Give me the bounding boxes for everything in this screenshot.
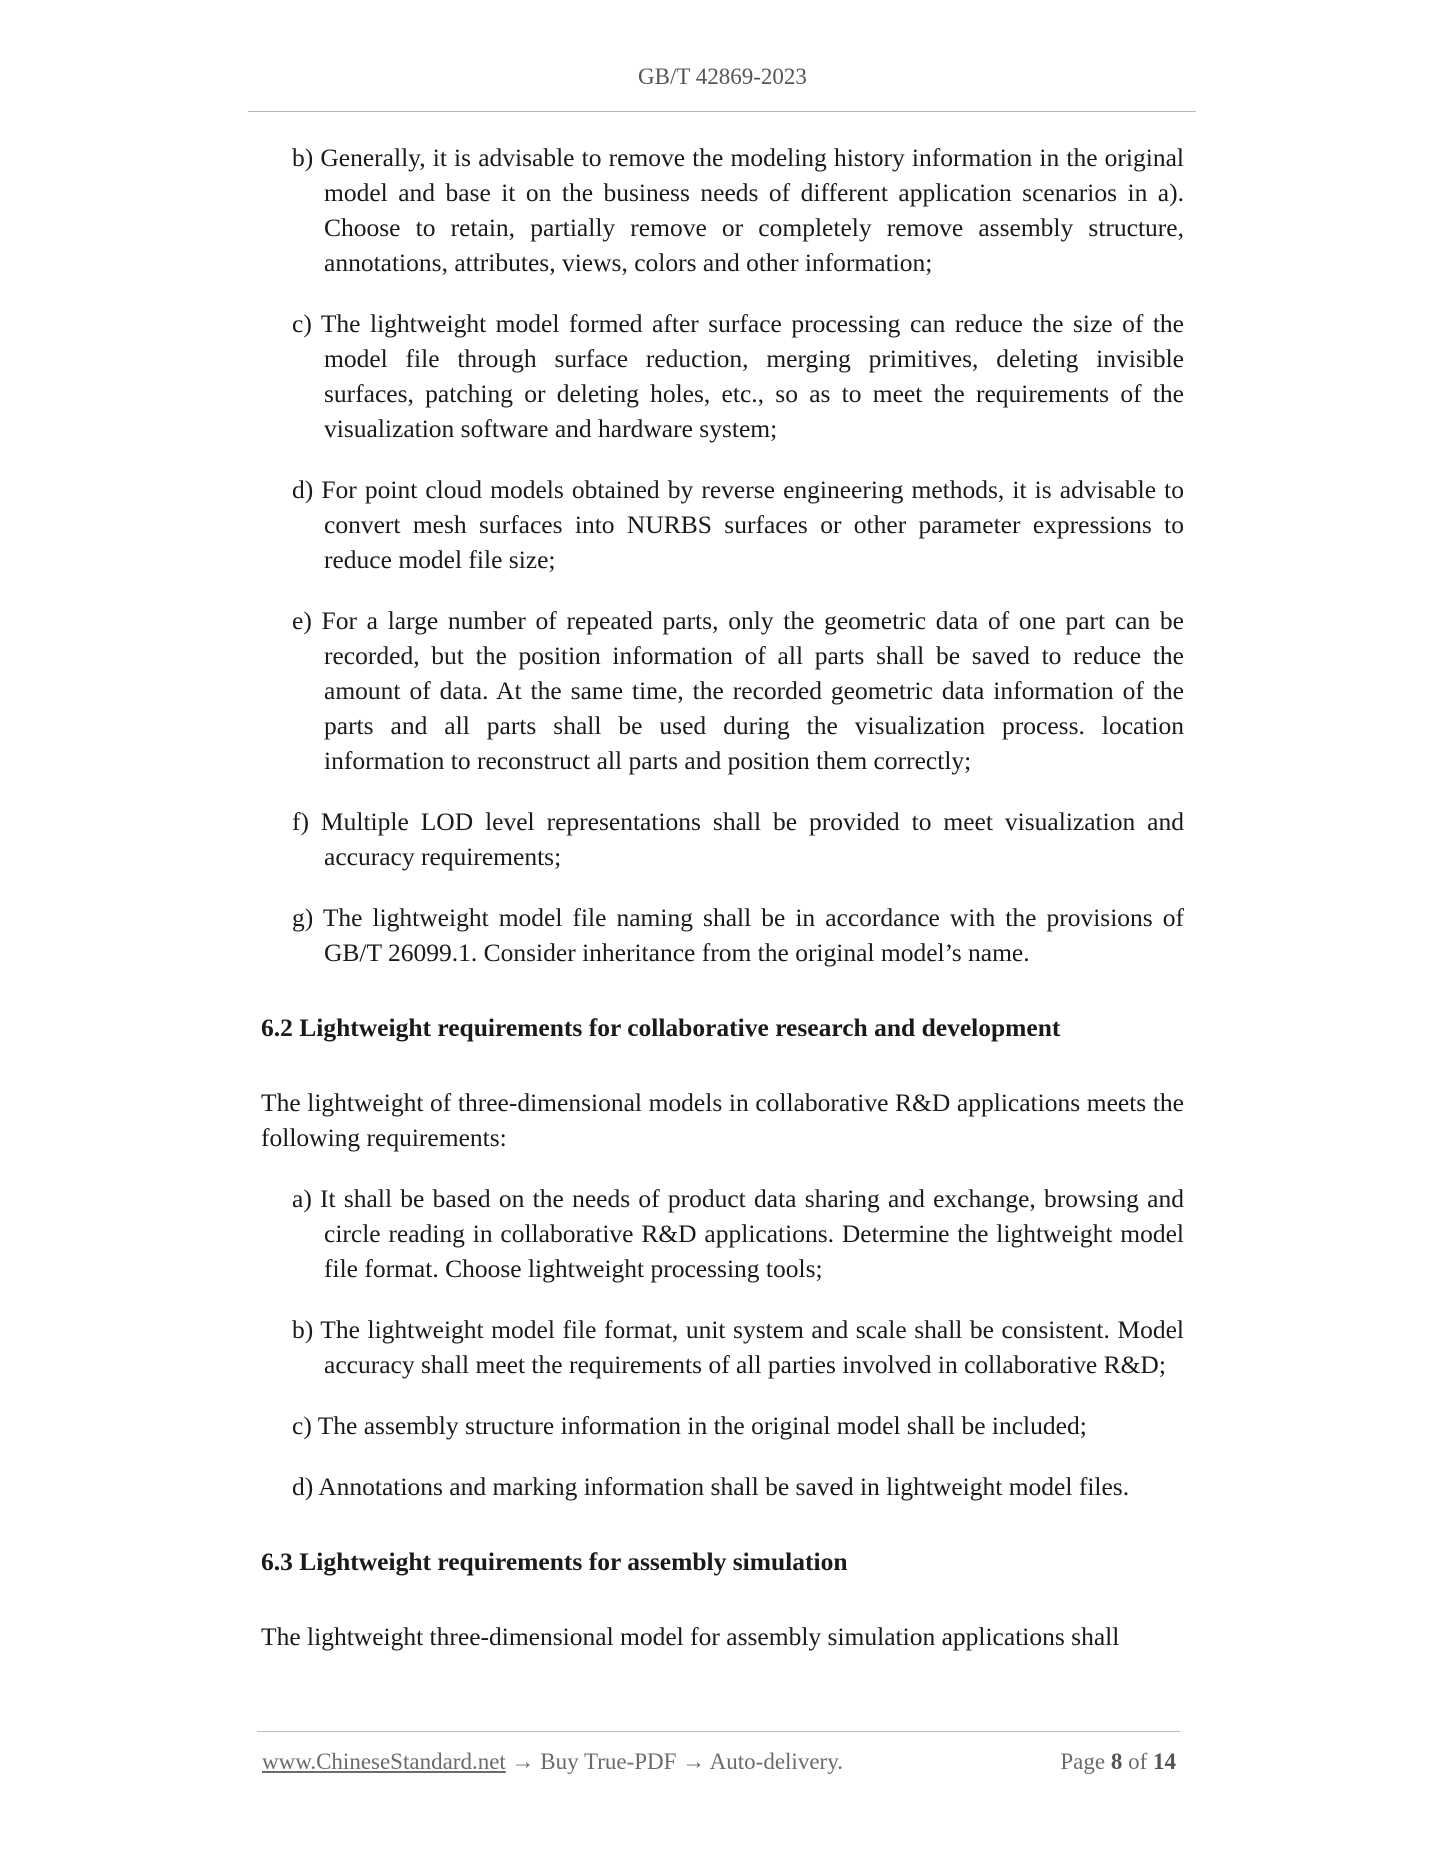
- list-item-d: d) For point cloud models obtained by reverse engineering methods, it is advisable to convert mesh surfaces into NURBS surfaces or other parameter expressions to reduce model file size;: [292, 475, 1184, 574]
- list-item-6-2-d: d) Annotations and marking information shall be saved in lightweight model files.: [292, 1472, 1130, 1501]
- footer-divider: [257, 1731, 1180, 1732]
- website-link[interactable]: www.ChineseStandard.net: [262, 1749, 506, 1774]
- arrow-right-icon: →: [682, 1749, 706, 1774]
- list-item-6-2-c: c) The assembly structure information in the original model shall be included;: [292, 1411, 1087, 1440]
- page-label: Page: [1060, 1749, 1106, 1774]
- section-heading-6-2: 6.2 Lightweight requirements for collaborative research and development: [261, 1013, 1061, 1042]
- of-label: of: [1128, 1749, 1148, 1774]
- section-heading-6-3: 6.3 Lightweight requirements for assembly simulation: [261, 1547, 848, 1576]
- footer-promo: [262, 1749, 843, 1775]
- auto-delivery-text: Auto-delivery.: [709, 1749, 843, 1774]
- list-item-6-2-b: b) The lightweight model file format, unit system and scale shall be consistent. Model accuracy shall meet the requirements of all parties involved in collaborative R&D;: [292, 1315, 1184, 1379]
- list-item-g: g) The lightweight model file naming shall be in accordance with the provisions of GB/T 26099.1. Consider inheritance from the original model’s name.: [292, 903, 1184, 967]
- page-number: [1060, 1749, 1176, 1775]
- buy-true-pdf-text: Buy True-PDF: [540, 1749, 677, 1774]
- page-total: 14: [1153, 1749, 1176, 1774]
- header-divider: [248, 111, 1196, 112]
- section-6-2-intro: The lightweight of three-dimensional models in collaborative R&D applications meets the following requirements:: [261, 1088, 1184, 1152]
- section-6-3-intro: The lightweight three-dimensional model for assembly simulation applications shall: [261, 1622, 1120, 1651]
- list-item-b: b) Generally, it is advisable to remove the modeling history information in the original model and base it on the business needs of different application scenarios in a). Choose to retain, partially remove or completely remove assembly structure, annotations, attributes, views, colors and other information;: [292, 143, 1184, 277]
- arrow-right-icon: →: [511, 1749, 535, 1774]
- list-item-e: e) For a large number of repeated parts, only the geometric data of one part can be recorded, but the position information of all parts shall be saved to reduce the amount of data. At the same time, the recorded geometric data information of the parts and all parts shall be used during the visualization process. location information to reconstruct all parts and position them correctly;: [292, 606, 1184, 775]
- document-body: [0, 140, 1445, 1654]
- page-header-doc-id: GB/T 42869-2023: [638, 64, 807, 89]
- page-current: 8: [1110, 1749, 1123, 1774]
- list-item-c: c) The lightweight model formed after surface processing can reduce the size of the model file through surface reduction, merging primitives, deleting invisible surfaces, patching or deleting holes, etc., so as to meet the requirements of the visualization software and hardware system;: [292, 309, 1184, 443]
- list-item-6-2-a: a) It shall be based on the needs of product data sharing and exchange, browsing and circle reading in collaborative R&D applications. Determine the lightweight model file format. Choose lightweight processing tools;: [292, 1184, 1184, 1283]
- list-item-f: f) Multiple LOD level representations shall be provided to meet visualization and accuracy requirements;: [292, 807, 1184, 871]
